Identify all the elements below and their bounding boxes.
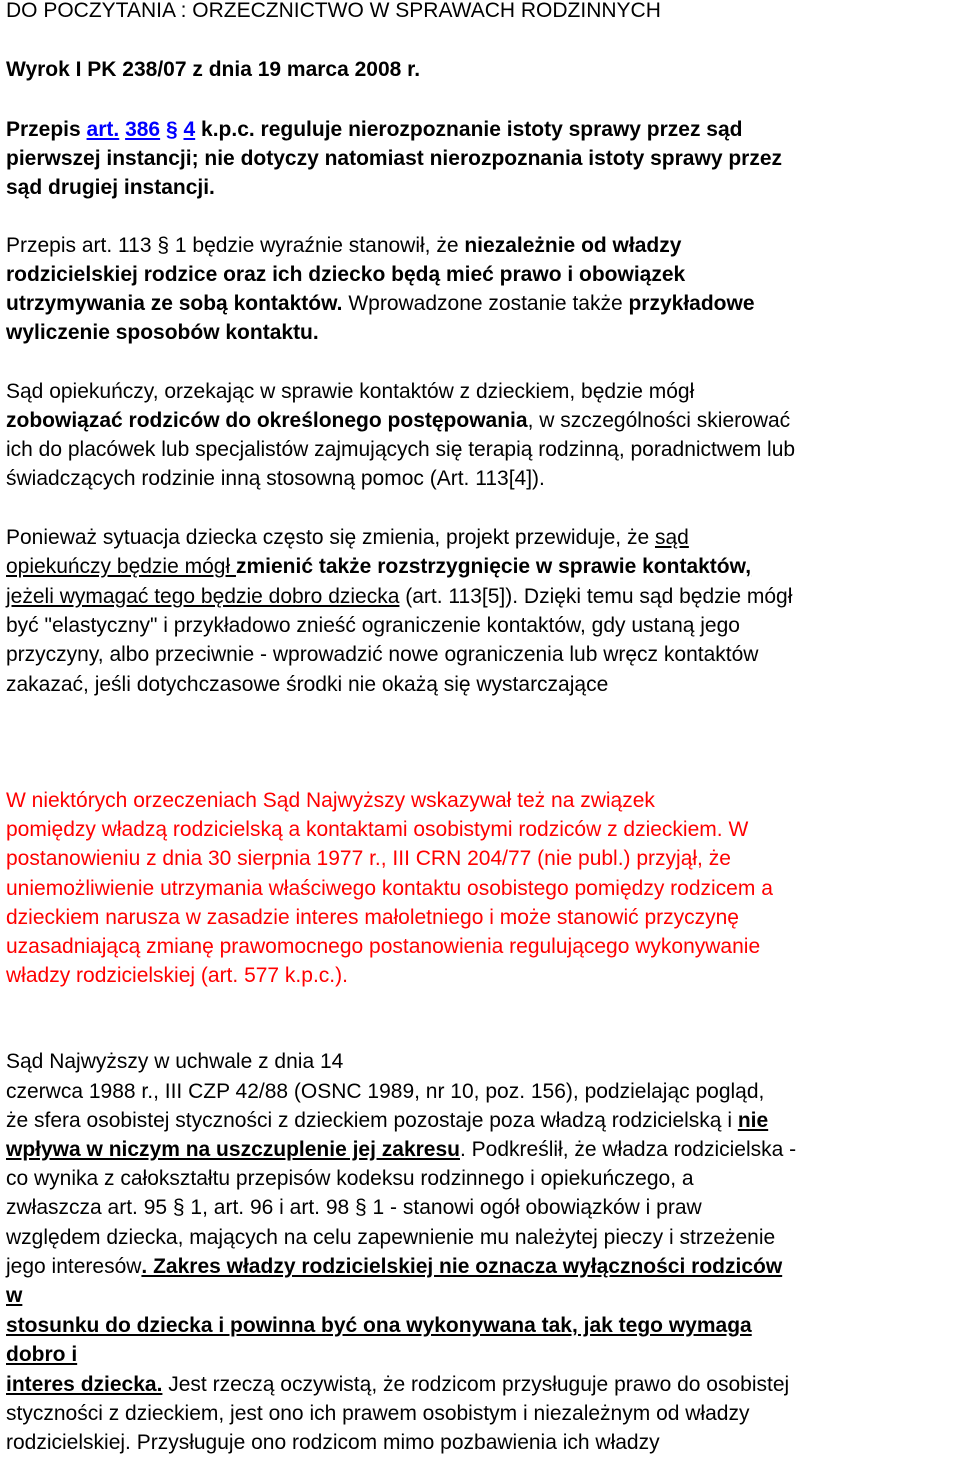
- paragraph-line: postanowieniu z dnia 30 sierpnia 1977 r., III CRN 204/77 (nie publ.) przyjął, że: [6, 847, 731, 870]
- text-span: interes dziecka.: [6, 1373, 163, 1396]
- paragraph-line: [6, 584, 792, 610]
- section-sign: §: [355, 1196, 367, 1219]
- paragraph-line: rodzicielskiej rodzice oraz ich dziecko będą mieć prawo i obowiązek: [6, 263, 686, 286]
- text-span: k.p.c. reguluje nierozpoznanie istoty sprawy przez sąd: [195, 118, 743, 141]
- paragraph-line: uniemożliwienie utrzymania właściwego kontaktu osobistego pomiędzy rodzicem a: [6, 877, 773, 900]
- paragraph-line: w: [6, 1284, 23, 1307]
- text-span: Jest rzeczą oczywistą, że rodzicom przysługuje prawo do osobistej: [162, 1373, 790, 1396]
- text-span: . Zakres władzy rodzicielskiej nie oznacza wyłączności rodziców: [141, 1255, 783, 1278]
- text-span: Przepis: [6, 118, 87, 141]
- paragraph-line: władzy rodzicielskiej (art. 577 k.p.c.).: [6, 964, 348, 987]
- text-span: niezależnie od władzy: [464, 234, 682, 257]
- paragraph-line: ich do placówek lub specjalistów zajmujących się terapią rodzinną, poradnictwem lub: [6, 438, 796, 461]
- text-span: 1 będzie wyraźnie stanowił, że: [169, 234, 465, 257]
- text-span: (art. 113[5]). Dzięki temu sąd będzie mógł: [399, 585, 793, 608]
- paragraph-line: [6, 117, 743, 143]
- text-span: wpływa w niczym na uszczuplenie jej zakresu: [6, 1138, 460, 1161]
- text-span: 1 - stanowi ogół obowiązków i praw: [366, 1196, 702, 1219]
- paragraph-line: [6, 525, 689, 551]
- judgment-title: Wyrok I PK 238/07 z dnia 19 marca 2008 r.: [6, 58, 421, 81]
- text-span: 1, art. 96 i art. 98: [184, 1196, 356, 1219]
- paragraph-line: Sąd opiekuńczy, orzekając w sprawie kontaktów z dzieckiem, będzie mógł: [6, 380, 695, 403]
- link-art[interactable]: art.: [86, 118, 120, 141]
- section-sign: §: [165, 118, 178, 141]
- paragraph-line: pierwszej instancji; nie dotyczy natomiast nierozpoznania istoty sprawy przez: [6, 147, 783, 170]
- paragraph-line: pomiędzy władzą rodzicielską a kontaktami osobistymi rodziców z dzieckiem. W: [6, 818, 749, 841]
- text-span: Ponieważ sytuacja dziecka często się zmienia, projekt przewiduje, że: [6, 526, 655, 549]
- text-span: opiekuńczy będzie mógł: [6, 555, 236, 578]
- paragraph-line: [6, 1137, 796, 1163]
- paragraph-line: W niektórych orzeczeniach Sąd Najwyższy wskazywał też na związek: [6, 789, 655, 812]
- text-span: , w szczególności skierować: [527, 409, 791, 432]
- section-sign: §: [172, 1196, 185, 1219]
- paragraph-line: czerwca 1988 r., III CZP 42/88 (OSNC 1989, nr 10, poz. 156), podzielając pogląd,: [6, 1080, 765, 1103]
- paragraph-line: względem dziecka, mających na celu zapewnienie mu należytej pieczy i strzeżenie: [6, 1226, 776, 1249]
- paragraph-line: co wynika z całokształtu przepisów kodeksu rodzinnego i opiekuńczego, a: [6, 1167, 694, 1190]
- paragraph-line: [6, 1254, 782, 1280]
- paragraph-line: [6, 291, 755, 317]
- text-span: jeżeli wymagać tego będzie dobro dziecka: [6, 585, 400, 608]
- text-span: przykładowe: [628, 292, 755, 315]
- text-span: zobowiązać rodziców do określonego postępowania: [6, 409, 528, 432]
- text-span: nie: [737, 1109, 769, 1132]
- paragraph-line: sąd drugiej instancji.: [6, 176, 215, 199]
- text-span: jego interesów: [6, 1255, 142, 1278]
- text-span: . Podkreślił, że władza rodzicielska -: [460, 1138, 797, 1161]
- text-span: Wprowadzone zostanie także: [348, 292, 629, 315]
- paragraph-line: stosunku do dziecka i powinna być ona wykonywana tak, jak tego wymaga: [6, 1314, 752, 1337]
- paragraph-line: [6, 233, 681, 259]
- paragraph-line: styczności z dzieckiem, jest ono ich prawem osobistym i niezależnym od władzy: [6, 1402, 750, 1425]
- paragraph-line: rodzicielskiej. Przysługuje ono rodzicom mimo pozbawienia ich władzy: [6, 1431, 660, 1454]
- text-span: zwłaszcza art. 95: [6, 1196, 173, 1219]
- paragraph-line: uzasadniającą zmianę prawomocnego postanowienia regulującego wykonywanie: [6, 935, 761, 958]
- text-span: zmienić także rozstrzygnięcie w sprawie kontaktów: [235, 555, 746, 578]
- text-span: sąd: [654, 526, 689, 549]
- paragraph-line: wyliczenie sposobów kontaktu.: [6, 321, 319, 344]
- paragraph-line: dobro i: [6, 1343, 78, 1366]
- paragraph-line: świadczących rodzinie inną stosowną pomoc (Art. 113[4]).: [6, 467, 545, 490]
- paragraph-line: [6, 1195, 702, 1221]
- paragraph-line: [6, 1108, 768, 1134]
- paragraph-line: Sąd Najwyższy w uchwale z dnia 14: [6, 1050, 344, 1073]
- text-span: Przepis art. 113: [6, 234, 158, 257]
- paragraph-line: być "elastyczny" i przykładowo znieść ograniczenie kontaktów, gdy ustaną jego: [6, 614, 740, 637]
- paragraph-line: [6, 1372, 789, 1398]
- text-span: że sfera osobistej styczności z dzieckiem pozostaje poza władzą rodzicielską i: [6, 1109, 738, 1132]
- text-span: utrzymywania ze sobą kontaktów.: [6, 292, 343, 315]
- document-header: DO POCZYTANIA : ORZECZNICTWO W SPRAWACH RODZINNYCH: [6, 0, 661, 22]
- paragraph-line: dzieckiem narusza w zasadzie interes małoletniego i może stanowić przyczynę: [6, 906, 739, 929]
- section-sign: §: [157, 234, 170, 257]
- paragraph-line: [6, 554, 751, 580]
- paragraph-line: zakazać, jeśli dotychczasowe środki nie okażą się wystarczające: [6, 673, 609, 696]
- paragraph-line: [6, 408, 790, 434]
- text-span: ,: [745, 555, 752, 578]
- link-386[interactable]: 386: [125, 118, 161, 141]
- paragraph-line: przyczyny, albo przeciwnie - wprowadzić nowe ograniczenia lub wręcz kontaktów: [6, 643, 759, 666]
- link-4[interactable]: 4: [183, 118, 196, 141]
